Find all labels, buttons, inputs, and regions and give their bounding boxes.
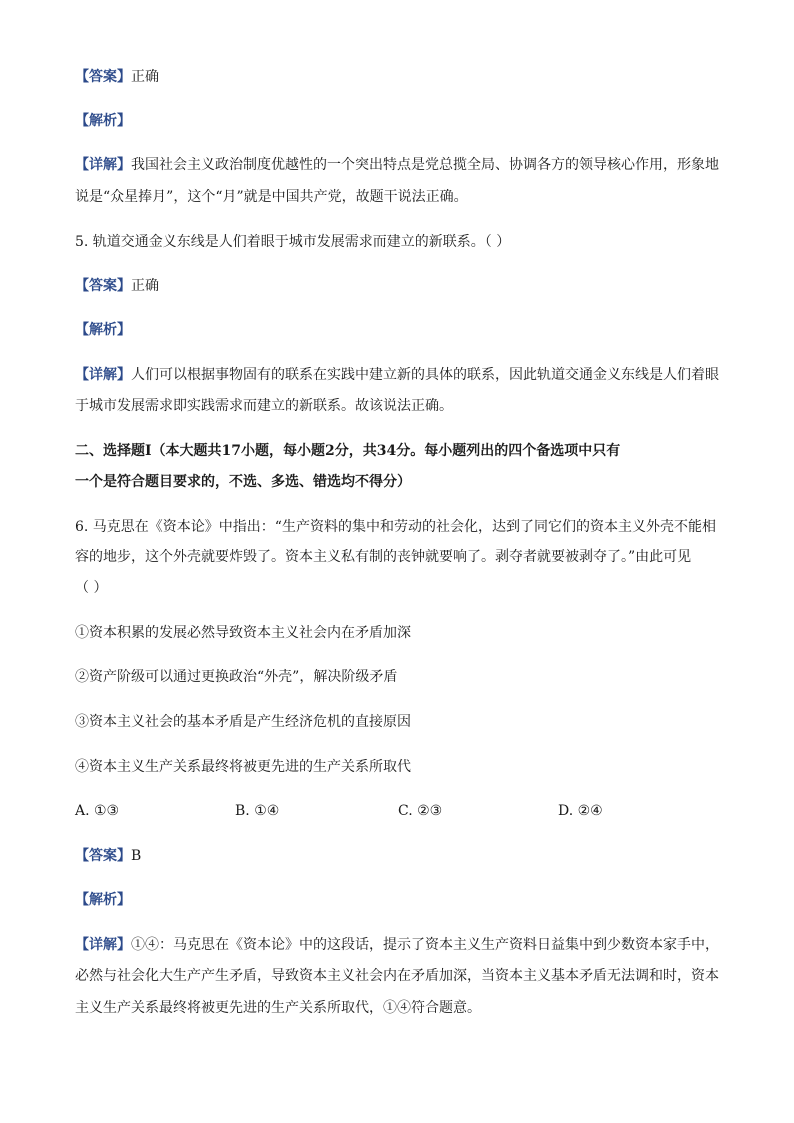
q6-detail-line-3 bbox=[75, 997, 725, 1019]
q6-option-a bbox=[75, 800, 119, 822]
q6-statement-text: ②资产阶级可以通过更换政治“外壳”，解决阶级矛盾 bbox=[75, 669, 398, 685]
q6-detail-line-1 bbox=[75, 934, 725, 956]
q6-detail-text-1: ①④：马克思在《资本论》中的这段话，提示了资本主义生产资料日益集中到少数资本家手中， bbox=[131, 937, 719, 953]
q6-question-text-2: 容的地步，这个外壳就要炸毁了。资本主义私有制的丧钟就要响了。剥夺者就要被剥夺了。”由此可见 bbox=[75, 549, 692, 565]
analysis-label: 【解析】 bbox=[75, 892, 131, 908]
section-2-title-text-2: 一个是符合题目要求的，不选、多选、错选均不得分） bbox=[75, 474, 411, 490]
q6-statement-text: ④资本主义生产关系最终将被更先进的生产关系所取代 bbox=[75, 759, 411, 775]
q5-detail-line-2 bbox=[75, 395, 725, 417]
q6-blank-bracket: （ ） bbox=[75, 580, 108, 596]
q6-statement-1 bbox=[75, 622, 725, 644]
q6-option-b bbox=[235, 800, 279, 822]
detail-label: 【详解】 bbox=[75, 157, 131, 173]
q6-question-line-2 bbox=[75, 546, 725, 568]
q5-question bbox=[75, 231, 725, 253]
q6-statement-text: ③资本主义社会的基本矛盾是产生经济危机的直接原因 bbox=[75, 714, 411, 730]
detail-label: 【详解】 bbox=[75, 937, 131, 953]
analysis-label: 【解析】 bbox=[75, 113, 131, 129]
answer-label: 【答案】 bbox=[75, 848, 131, 864]
q6-question-line-3 bbox=[75, 577, 725, 599]
q6-question-text-1: 6. 马克思在《资本论》中指出：“生产资料的集中和劳动的社会化，达到了同它们的资本主义外壳不能相 bbox=[75, 519, 716, 535]
q6-statement-3 bbox=[75, 711, 725, 733]
q5-detail-line-1 bbox=[75, 364, 725, 386]
q6-answer-value: B bbox=[131, 848, 142, 864]
q6-option-c bbox=[398, 800, 442, 822]
q4-detail-line-1 bbox=[75, 154, 725, 176]
section-2-title-text-1: 二、选择题Ⅰ（本大题共17小题，每小题2分，共34分。每小题列出的四个备选项中只有 bbox=[75, 443, 621, 459]
q6-detail-text-3: 主义生产关系最终将被更先进的生产关系所取代，①④符合题意。 bbox=[75, 1000, 481, 1016]
q6-option-d bbox=[558, 800, 603, 822]
q6-option-b-text: B. ①④ bbox=[235, 803, 280, 819]
section-2-title-line-2 bbox=[75, 471, 725, 493]
q5-question-text: 5. 轨道交通金义东线是人们着眼于城市发展需求而建立的新联系。（ ） bbox=[75, 234, 511, 250]
q6-detail-line-2 bbox=[75, 965, 725, 987]
answer-label: 【答案】 bbox=[75, 278, 131, 294]
q5-analysis-line bbox=[75, 319, 725, 341]
q6-option-d-text: D. ②④ bbox=[558, 803, 603, 819]
q4-detail-line-2 bbox=[75, 186, 725, 208]
q6-answer-line bbox=[75, 845, 725, 867]
q5-detail-text-1: 人们可以根据事物固有的联系在实践中建立新的具体的联系，因此轨道交通金义东线是人们着眼 bbox=[131, 367, 719, 383]
section-2-title-line-1 bbox=[75, 440, 725, 462]
q4-analysis-line bbox=[75, 110, 725, 132]
q4-detail-text-2: 说是“众星捧月”，这个“月”就是中国共产党，故题干说法正确。 bbox=[75, 189, 468, 205]
q5-detail-text-2: 于城市发展需求即实践需求而建立的新联系。故该说法正确。 bbox=[75, 398, 453, 414]
q4-answer-line bbox=[75, 66, 725, 88]
analysis-label: 【解析】 bbox=[75, 322, 131, 338]
answer-label: 【答案】 bbox=[75, 69, 131, 85]
q6-option-c-text: C. ②③ bbox=[398, 803, 443, 819]
q5-answer-value: 正确 bbox=[131, 278, 159, 294]
q6-statement-text: ①资本积累的发展必然导致资本主义社会内在矛盾加深 bbox=[75, 625, 411, 641]
q6-statement-2 bbox=[75, 666, 725, 688]
q5-answer-line bbox=[75, 275, 725, 297]
q6-question-line-1 bbox=[75, 516, 725, 538]
q6-detail-text-2: 必然与社会化大生产产生矛盾，导致资本主义社会内在矛盾加深，当资本主义基本矛盾无法调和时，资本 bbox=[75, 968, 719, 984]
q6-statement-4 bbox=[75, 756, 725, 778]
q6-analysis-line bbox=[75, 889, 725, 911]
detail-label: 【详解】 bbox=[75, 367, 131, 383]
q4-answer-value: 正确 bbox=[131, 69, 159, 85]
q4-detail-text-1: 我国社会主义政治制度优越性的一个突出特点是党总揽全局、协调各方的领导核心作用，形象地 bbox=[131, 157, 719, 173]
q6-option-a-text: A. ①③ bbox=[75, 803, 120, 819]
